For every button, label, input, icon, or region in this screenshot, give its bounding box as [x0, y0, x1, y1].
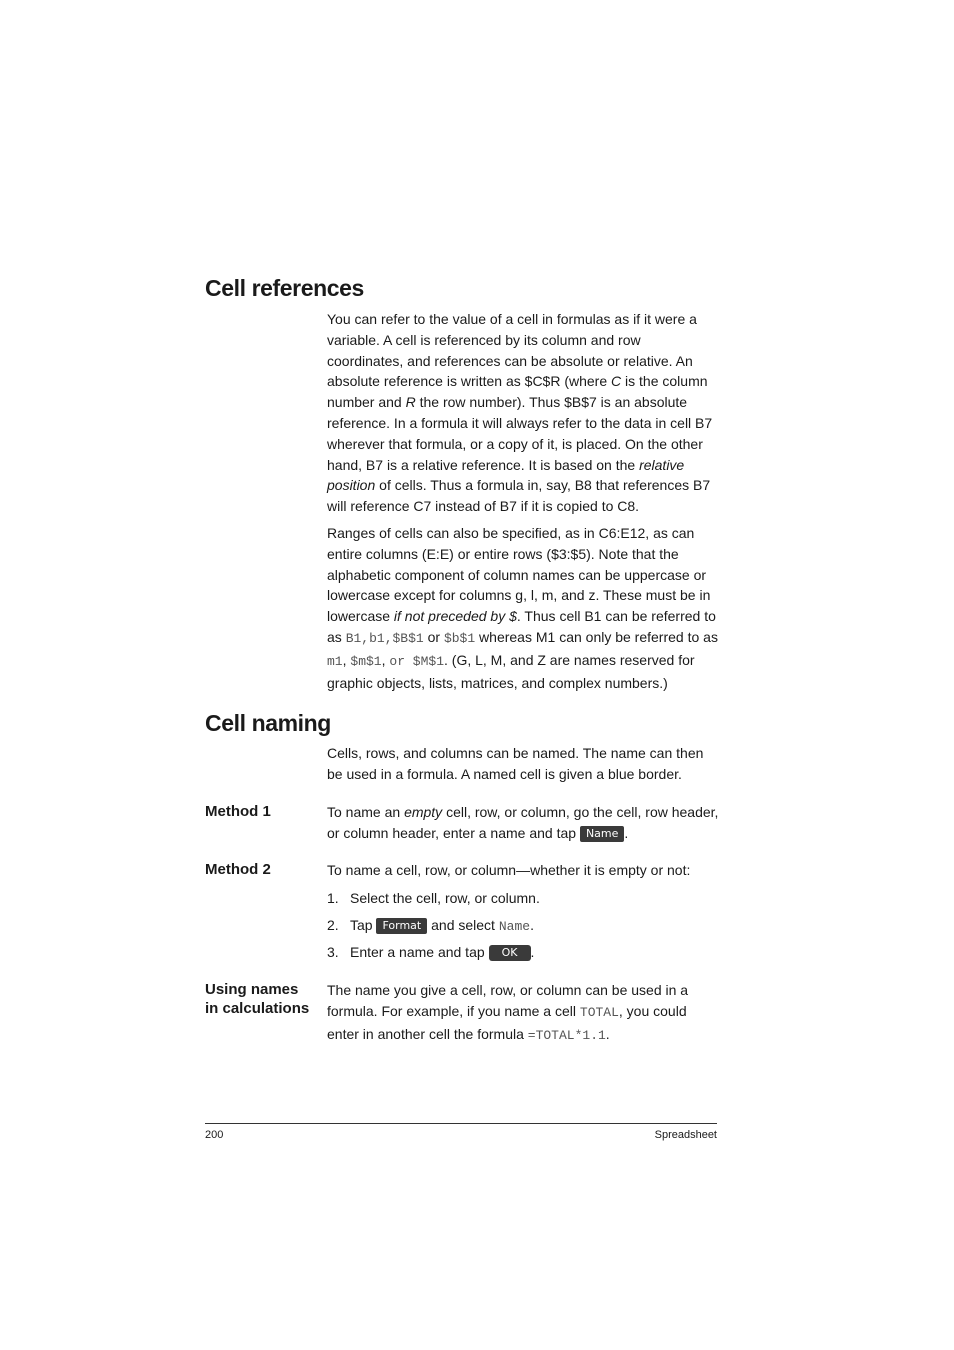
text-run: Tap: [350, 917, 377, 933]
section-title-cell-references: Cell references: [205, 275, 364, 301]
italic-run: C: [611, 373, 622, 390]
text-run: of cells. Thus a formula in, say, B8 that references B7 will reference C7 instead of B7 if it is copied to C8.: [327, 477, 711, 515]
code-run: $b$1: [443, 630, 476, 646]
text-run: cell, row, or column, go the cell, row header, or column header, enter a name and tap: [327, 804, 719, 841]
code-run: =TOTAL*1.1: [527, 1027, 606, 1043]
code-run: m1: [327, 653, 343, 669]
name-softkey-button[interactable]: Name: [580, 826, 624, 842]
method-2-step-3: [327, 942, 534, 962]
method-2-step-2: [327, 915, 534, 937]
method-2-heading: Method 2: [205, 861, 271, 878]
format-softkey-button[interactable]: Format: [376, 918, 427, 934]
cell-references-paragraph-1: [327, 309, 719, 517]
text-run: To name an: [327, 804, 405, 820]
ok-softkey-button[interactable]: OK: [489, 945, 531, 961]
text-run: ,: [342, 651, 351, 668]
italic-run: R: [405, 394, 416, 411]
method-1-heading: Method 1: [205, 803, 271, 820]
text-run: , you could enter in another cell the formula: [327, 1002, 687, 1042]
italic-run: if not preceded by $: [393, 608, 517, 625]
text-run: .: [530, 917, 534, 933]
text-run: .: [605, 1025, 610, 1042]
step-number: 2.: [327, 917, 339, 933]
method-2-intro: To name a cell, row, or column—whether it is empty or not:: [327, 862, 691, 878]
code-run: B1,b1,$B$1: [345, 630, 424, 646]
code-run: TOTAL: [579, 1004, 619, 1020]
text-run: the row number). Thus $B$7 is an absolute reference. In a formula it will always refer to the data in cell B7 wherever that formula, or a copy of it, is placed. On the other hand, B7 is a relative reference. It is based on the: [327, 394, 713, 473]
heading-line: in calculations: [205, 1000, 310, 1017]
text-run: The name you give a cell, row, or column can be used in a formula. For example, if you name a cell: [327, 982, 689, 1019]
text-run: .: [624, 824, 629, 841]
text-run: You can refer to the value of a cell in formulas as if it were a variable. A cell is referenced by its column and row coordinates, and references can be absolute or relative. An absolute reference is written as $C$R (where: [327, 311, 697, 390]
step-number: 3.: [327, 944, 339, 960]
text-run: Enter a name and tap: [350, 944, 489, 960]
section-title-cell-naming: Cell naming: [205, 710, 331, 736]
text-run: or: [423, 628, 444, 645]
code-run: $m$1: [350, 653, 382, 669]
using-names-text: [327, 980, 719, 1046]
text-run: .: [530, 944, 535, 960]
step-text: Select the cell, row, or column.: [350, 890, 540, 906]
page-number: 200: [205, 1129, 224, 1141]
heading-line: Using names: [205, 981, 299, 998]
cell-references-paragraph-2: [327, 523, 719, 693]
text-run: ,: [381, 651, 390, 668]
chapter-name: Spreadsheet: [654, 1129, 717, 1141]
cell-naming-intro: Cells, rows, and columns can be named. The name can then be used in a formula. A named cell is given a blue border.: [327, 745, 704, 782]
text-run: . Thus cell B1 can be referred to as: [327, 608, 716, 645]
text-run: Ranges of cells can also be specified, as in C6:E12, as can entire columns (E:E) or entire rows ($3:$5). Note that the alphabetic component of column names can be uppercase or lowercase except for columns g, l, m, and z. These must be in lowercase: [327, 525, 711, 625]
step-number: 1.: [327, 890, 339, 906]
method-1-text: [327, 802, 719, 844]
method-2-step-1: [327, 888, 540, 908]
using-names-heading: [205, 980, 309, 1018]
code-run: or $M$1: [389, 653, 444, 669]
footer-rule: [205, 1123, 717, 1124]
text-run: is the column number and: [327, 373, 708, 411]
italic-run: relative position: [327, 456, 685, 494]
italic-run: empty: [404, 804, 443, 820]
text-run: . (G, L, M, and Z are names reserved for graphic objects, lists, matrices, and complex numbers.): [327, 651, 695, 691]
text-run: and select: [427, 917, 499, 933]
text-run: whereas M1 can only be referred to as: [475, 628, 718, 645]
code-run: Name: [498, 919, 531, 934]
